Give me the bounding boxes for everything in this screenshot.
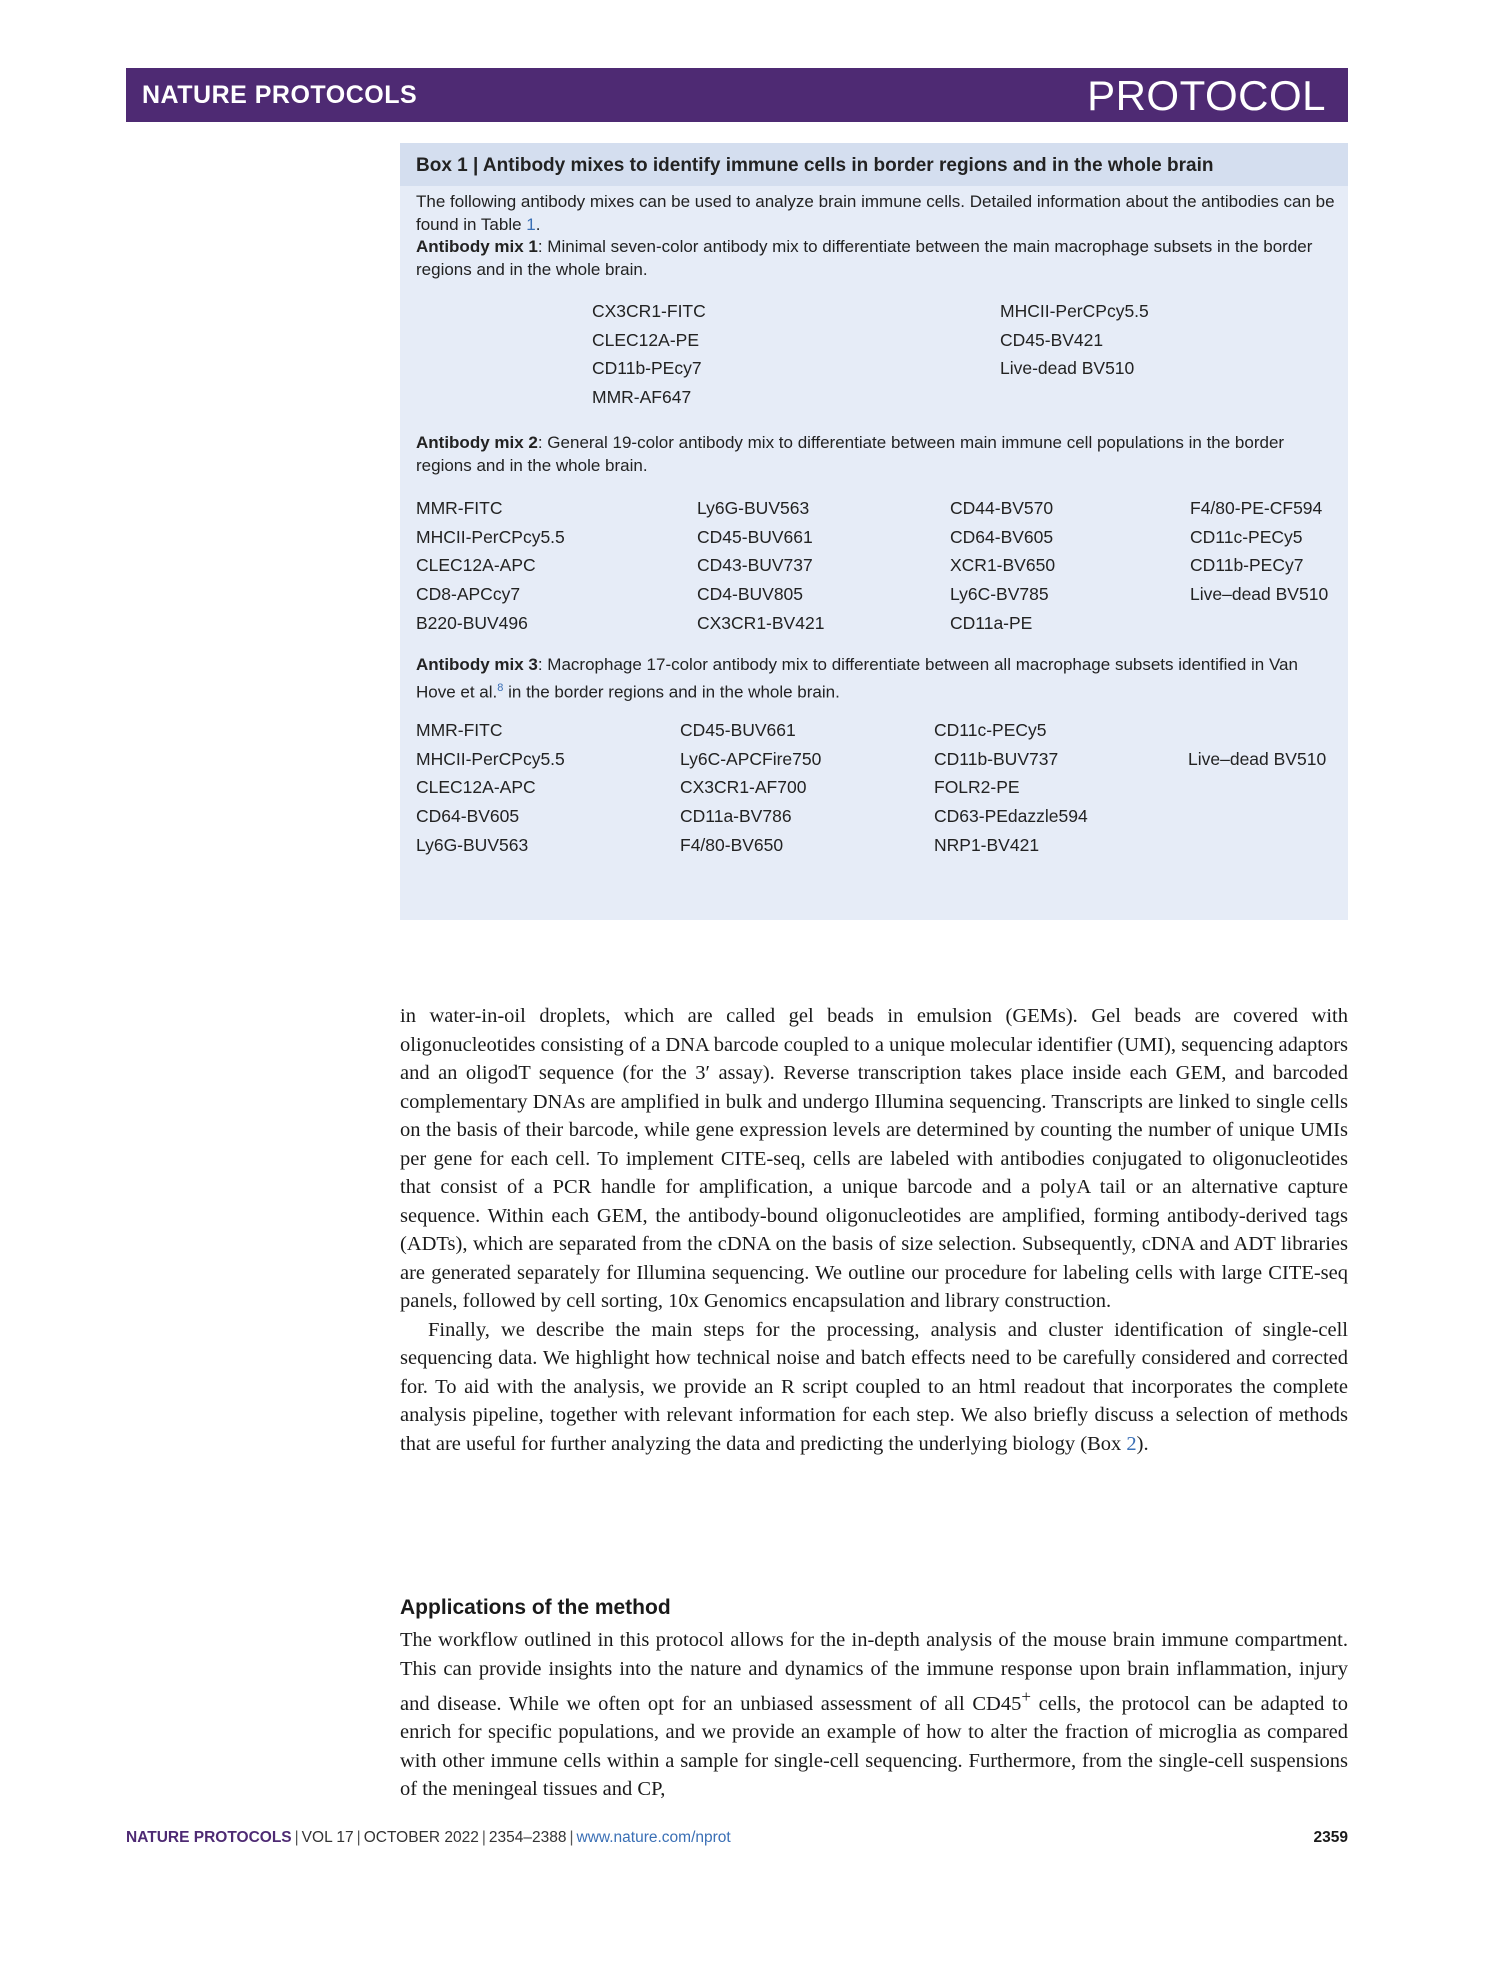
journal-header (126, 68, 1348, 122)
mix3-col4 (1188, 745, 1326, 774)
body-paragraph-3: The workflow outlined in this protocol allows for the in-depth analysis of the mouse brain immune compartment. This can provide insights into the nature and dynamics of the immune response upon brain inflammation, injury and disease. While we often opt for an unbiased assessment of all CD45+ cells, the protocol can be adapted to enrich for specific populations, and we provide an example of how to alter the fraction of microglia as compared with other immune cells within a sample for single-cell sequencing. Furthermore, from the single-cell suspensions of the meningeal tissues and CP, (400, 1629, 1348, 1801)
list-item: CLEC12A-PE (592, 329, 699, 350)
body-paragraph-2: Finally, we describe the main steps for the processing, analysis and cluster identification of single-cell sequencing data. We highlight how technical noise and batch effects need to be carefully considered and corrected for. To aid with the analysis, we provide an R script coupled to an html readout that incorporates the complete analysis pipeline, together with relevant information for each step. We also briefly discuss a selection of methods that are useful for further analyzing the data and predicting the underlying biology (Box 2). (400, 1318, 1348, 1455)
body-paragraph-1: in water-in-oil droplets, which are called gel beads in emulsion (GEMs). Gel beads are covered with oligonucleotides consisting of a DNA barcode coupled to a unique molecular identifier (UMI), sequencing adaptors and an oligodT sequence (for the 3′ assay). Reverse transcription takes place inside each GEM, and barcoded complementary DNAs are amplified in bulk and undergo Illumina sequencing. Transcripts are linked to single cells on the basis of their barcode, while gene expression levels are determined by counting the number of unique UMIs per gene for each cell. To implement CITE-seq, cells are labeled with antibodies conjugated to oligonucleotides that consist of a PCR handle for amplification, a unique barcode and a polyA tail or an alternative capture sequence. Within each GEM, the antibody-bound oligonucleotides are amplified, forming antibody-derived tags (ADTs), which are separated from the cDNA on the basis of size selection. Subsequently, cDNA and ADT libraries are generated separately for Illumina sequencing. We outline our procedure for labeling cells with large CITE-seq panels, followed by cell sorting, 10x Genomics encapsulation and library construction. (400, 1005, 1348, 1312)
list-item: CD11c-PECy5 (1190, 526, 1303, 547)
list-item: Ly6C-APCFire750 (680, 748, 822, 769)
list-item: MMR-FITC (416, 720, 503, 740)
mix3-col2 (680, 716, 821, 859)
page-footer: NATURE PROTOCOLS | VOL 17 | OCTOBER 2022 | 2354–2388 | www.nature.com/nprot 2359 (126, 1829, 1348, 1846)
footer-pages: 2354–2388 (488, 1829, 567, 1846)
box-intro: The following antibody mixes can be used to analyze brain immune cells. Detailed information about the antibodies can be found in Table 1. (416, 192, 1335, 234)
section-heading: Applications of the method (400, 1596, 671, 1619)
mix1-col2 (1000, 297, 1149, 383)
list-item: CD11a-BV786 (680, 806, 792, 827)
list-item: F4/80-BV650 (680, 834, 784, 855)
footer-url-link[interactable]: www.nature.com/nprot (576, 1829, 731, 1846)
box-1 (400, 143, 1348, 920)
list-item: MMR-AF647 (592, 387, 692, 408)
list-item: XCR1-BV650 (950, 555, 1056, 576)
page-number: 2359 (1313, 1829, 1348, 1846)
footer-journal: NATURE PROTOCOLS (126, 1829, 292, 1846)
mix2-col2 (697, 494, 824, 637)
article-type: PROTOCOL (1087, 72, 1326, 119)
list-item: Live-dead BV510 (1000, 358, 1135, 379)
list-item: CD8-APCcy7 (416, 584, 521, 605)
mix2-description: Antibody mix 2: General 19-color antibody mix to differentiate between main immune cell populations in the border regions and in the whole brain. (416, 433, 1285, 475)
list-item: CD43-BUV737 (697, 555, 813, 576)
list-item: CD11b-PECy7 (1190, 555, 1304, 576)
list-item: CX3CR1-BV421 (697, 612, 825, 633)
mix3-description: Antibody mix 3: Macrophage 17-color antibody mix to differentiate between all macrophage subsets identified in Van Hove et al.$^8$ in the border regions and in the whole brain. (416, 655, 1298, 702)
list-item: CD44-BV570 (950, 498, 1054, 518)
main-text-lower (400, 1626, 1348, 1804)
list-item: MMR-FITC (416, 498, 503, 518)
mix2-col3 (950, 494, 1055, 637)
journal-name: NATURE PROTOCOLS (142, 81, 418, 109)
list-item: Ly6G-BUV563 (416, 834, 529, 855)
list-item: CX3CR1-FITC (592, 301, 706, 321)
list-item: CD4-BUV805 (697, 584, 804, 605)
mix1-label: Antibody mix 1 (416, 237, 538, 256)
list-item: CD11c-PECy5 (934, 720, 1047, 740)
list-item: CD45-BV421 (1000, 329, 1104, 350)
list-item: CLEC12A-APC (416, 777, 536, 798)
list-item: NRP1-BV421 (934, 834, 1040, 855)
mix2-col4 (1190, 494, 1328, 609)
list-item: Live–dead BV510 (1190, 584, 1329, 605)
list-item: Live–dead BV510 (1188, 748, 1327, 769)
list-item: CD45-BUV661 (680, 720, 796, 740)
footer-volume: VOL 17 (301, 1829, 354, 1846)
list-item: Ly6C-BV785 (950, 584, 1049, 605)
list-item: CLEC12A-APC (416, 555, 536, 576)
list-item: CD63-PEdazzle594 (934, 806, 1088, 827)
box-title: Box 1 | Antibody mixes to identify immune cells in border regions and in the whole brain (400, 143, 1348, 186)
list-item: Ly6G-BUV563 (697, 498, 810, 518)
list-item: CD11a-PE (950, 612, 1033, 633)
mix2-label: Antibody mix 2 (416, 433, 538, 452)
list-item: CD11b-BUV737 (934, 748, 1059, 769)
reference-8[interactable]: 8 (497, 681, 504, 694)
list-item: MHCII-PerCPcy5.5 (416, 748, 565, 769)
main-text-upper (400, 1002, 1348, 1458)
box-2-link[interactable]: 2 (1126, 1432, 1137, 1455)
mix3-col3 (934, 716, 1088, 859)
mix1-col1 (592, 297, 706, 412)
mix3-label: Antibody mix 3 (416, 655, 538, 674)
list-item: CD45-BUV661 (697, 526, 813, 547)
list-item: MHCII-PerCPcy5.5 (416, 526, 565, 547)
list-item: CD64-BV605 (950, 526, 1054, 547)
list-item: MHCII-PerCPcy5.5 (1000, 301, 1149, 321)
table-1-link[interactable]: 1 (526, 214, 536, 234)
list-item: B220-BUV496 (416, 612, 528, 633)
mix1-description: Antibody mix 1: Minimal seven-color antibody mix to differentiate between the main macrophage subsets in the border regions and in the whole brain. (416, 237, 1313, 279)
list-item: CX3CR1-AF700 (680, 777, 807, 798)
list-item: CD11b-PEcy7 (592, 358, 702, 379)
footer-date: OCTOBER 2022 (363, 1829, 479, 1846)
list-item: CD64-BV605 (416, 806, 520, 827)
list-item: F4/80-PE-CF594 (1190, 498, 1323, 518)
list-item: FOLR2-PE (934, 777, 1020, 798)
mix3-col1 (416, 716, 565, 859)
mix2-col1 (416, 494, 565, 637)
